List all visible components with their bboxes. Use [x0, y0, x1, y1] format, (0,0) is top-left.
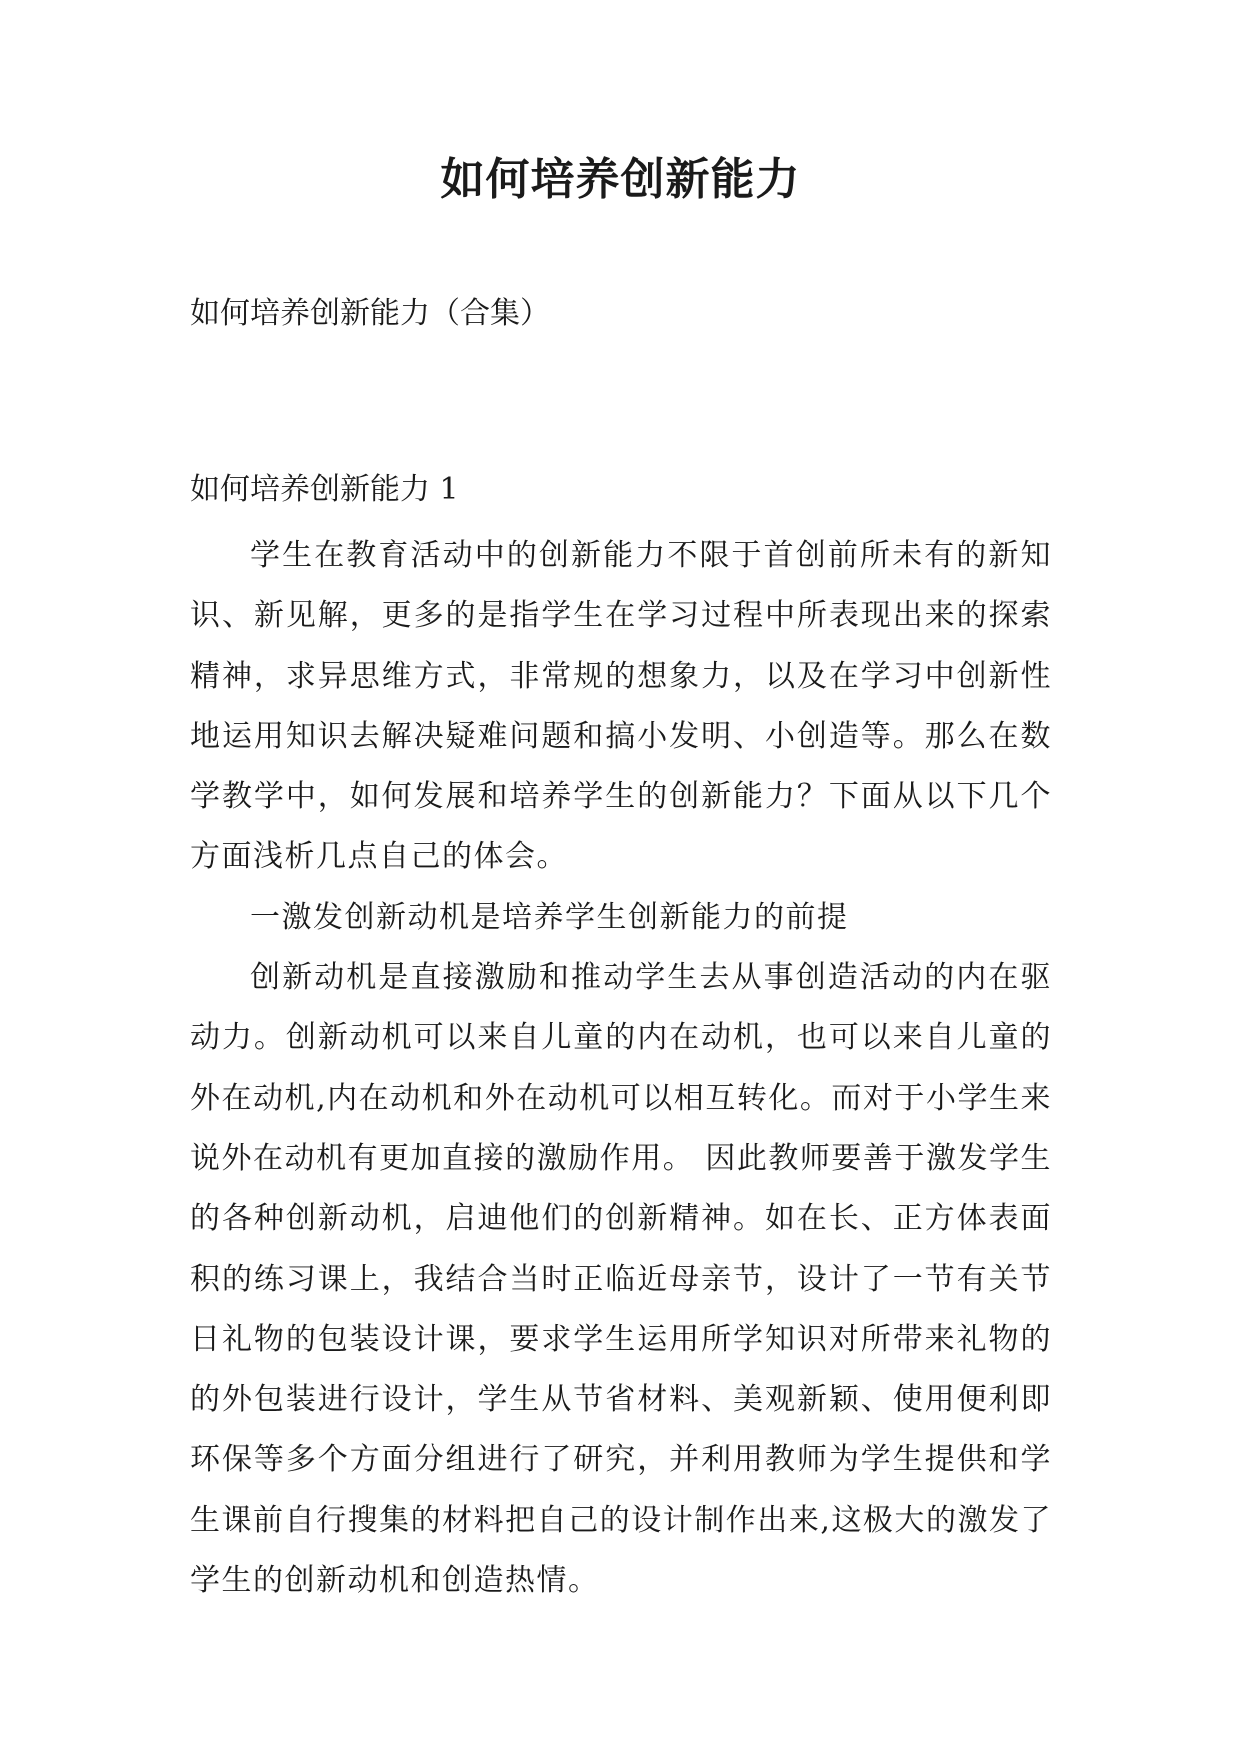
paragraph-intro: 学生在教育活动中的创新能力不限于首创前所未有的新知识、新见解，更多的是指学生在学习过程中所表现出来的探索精神，求异思维方式，非常规的想象力，以及在学习中创新性地运用知识去解决疑难问题和搞小发明、小创造等。那么在数学教学中，如何发展和培养学生的创新能力？下面从以下几个方面浅析几点自己的体会。	[190, 538, 1052, 875]
paragraph-motivation: 创新动机是直接激励和推动学生去从事创造活动的内在驱动力。创新动机可以来自儿童的内在动机，也可以来自儿童的外在动机,内在动机和外在动机可以相互转化。而对于小学生来说外在动机有更加直接的激励作用。 因此教师要善于激发学生的各种创新动机，启迪他们的创新精神。如在长、正方体表面积的练习课上，我结合当时正临近母亲节，设计了一节有关节日礼物的包装设计课，要求学生运用所学知识对所带来礼物的的外包装进行设计，学生从节省材料、美观新颖、使用便利即环保等多个方面分组进行了研究，并利用教师为学生提供和学生课前自行搜集的材料把自己的设计制作出来,这极大的激发了学生的创新动机和创造热情。	[190, 960, 1052, 1599]
document-title: 如何培养创新能力	[440, 154, 801, 205]
document-subtitle: 如何培养创新能力（合集）	[190, 296, 550, 331]
paragraph-heading-motivation: 一激发创新动机是培养学生创新能力的前提	[250, 899, 849, 935]
document-body	[190, 526, 1052, 1611]
section-heading: 如何培养创新能力 1	[190, 472, 459, 507]
